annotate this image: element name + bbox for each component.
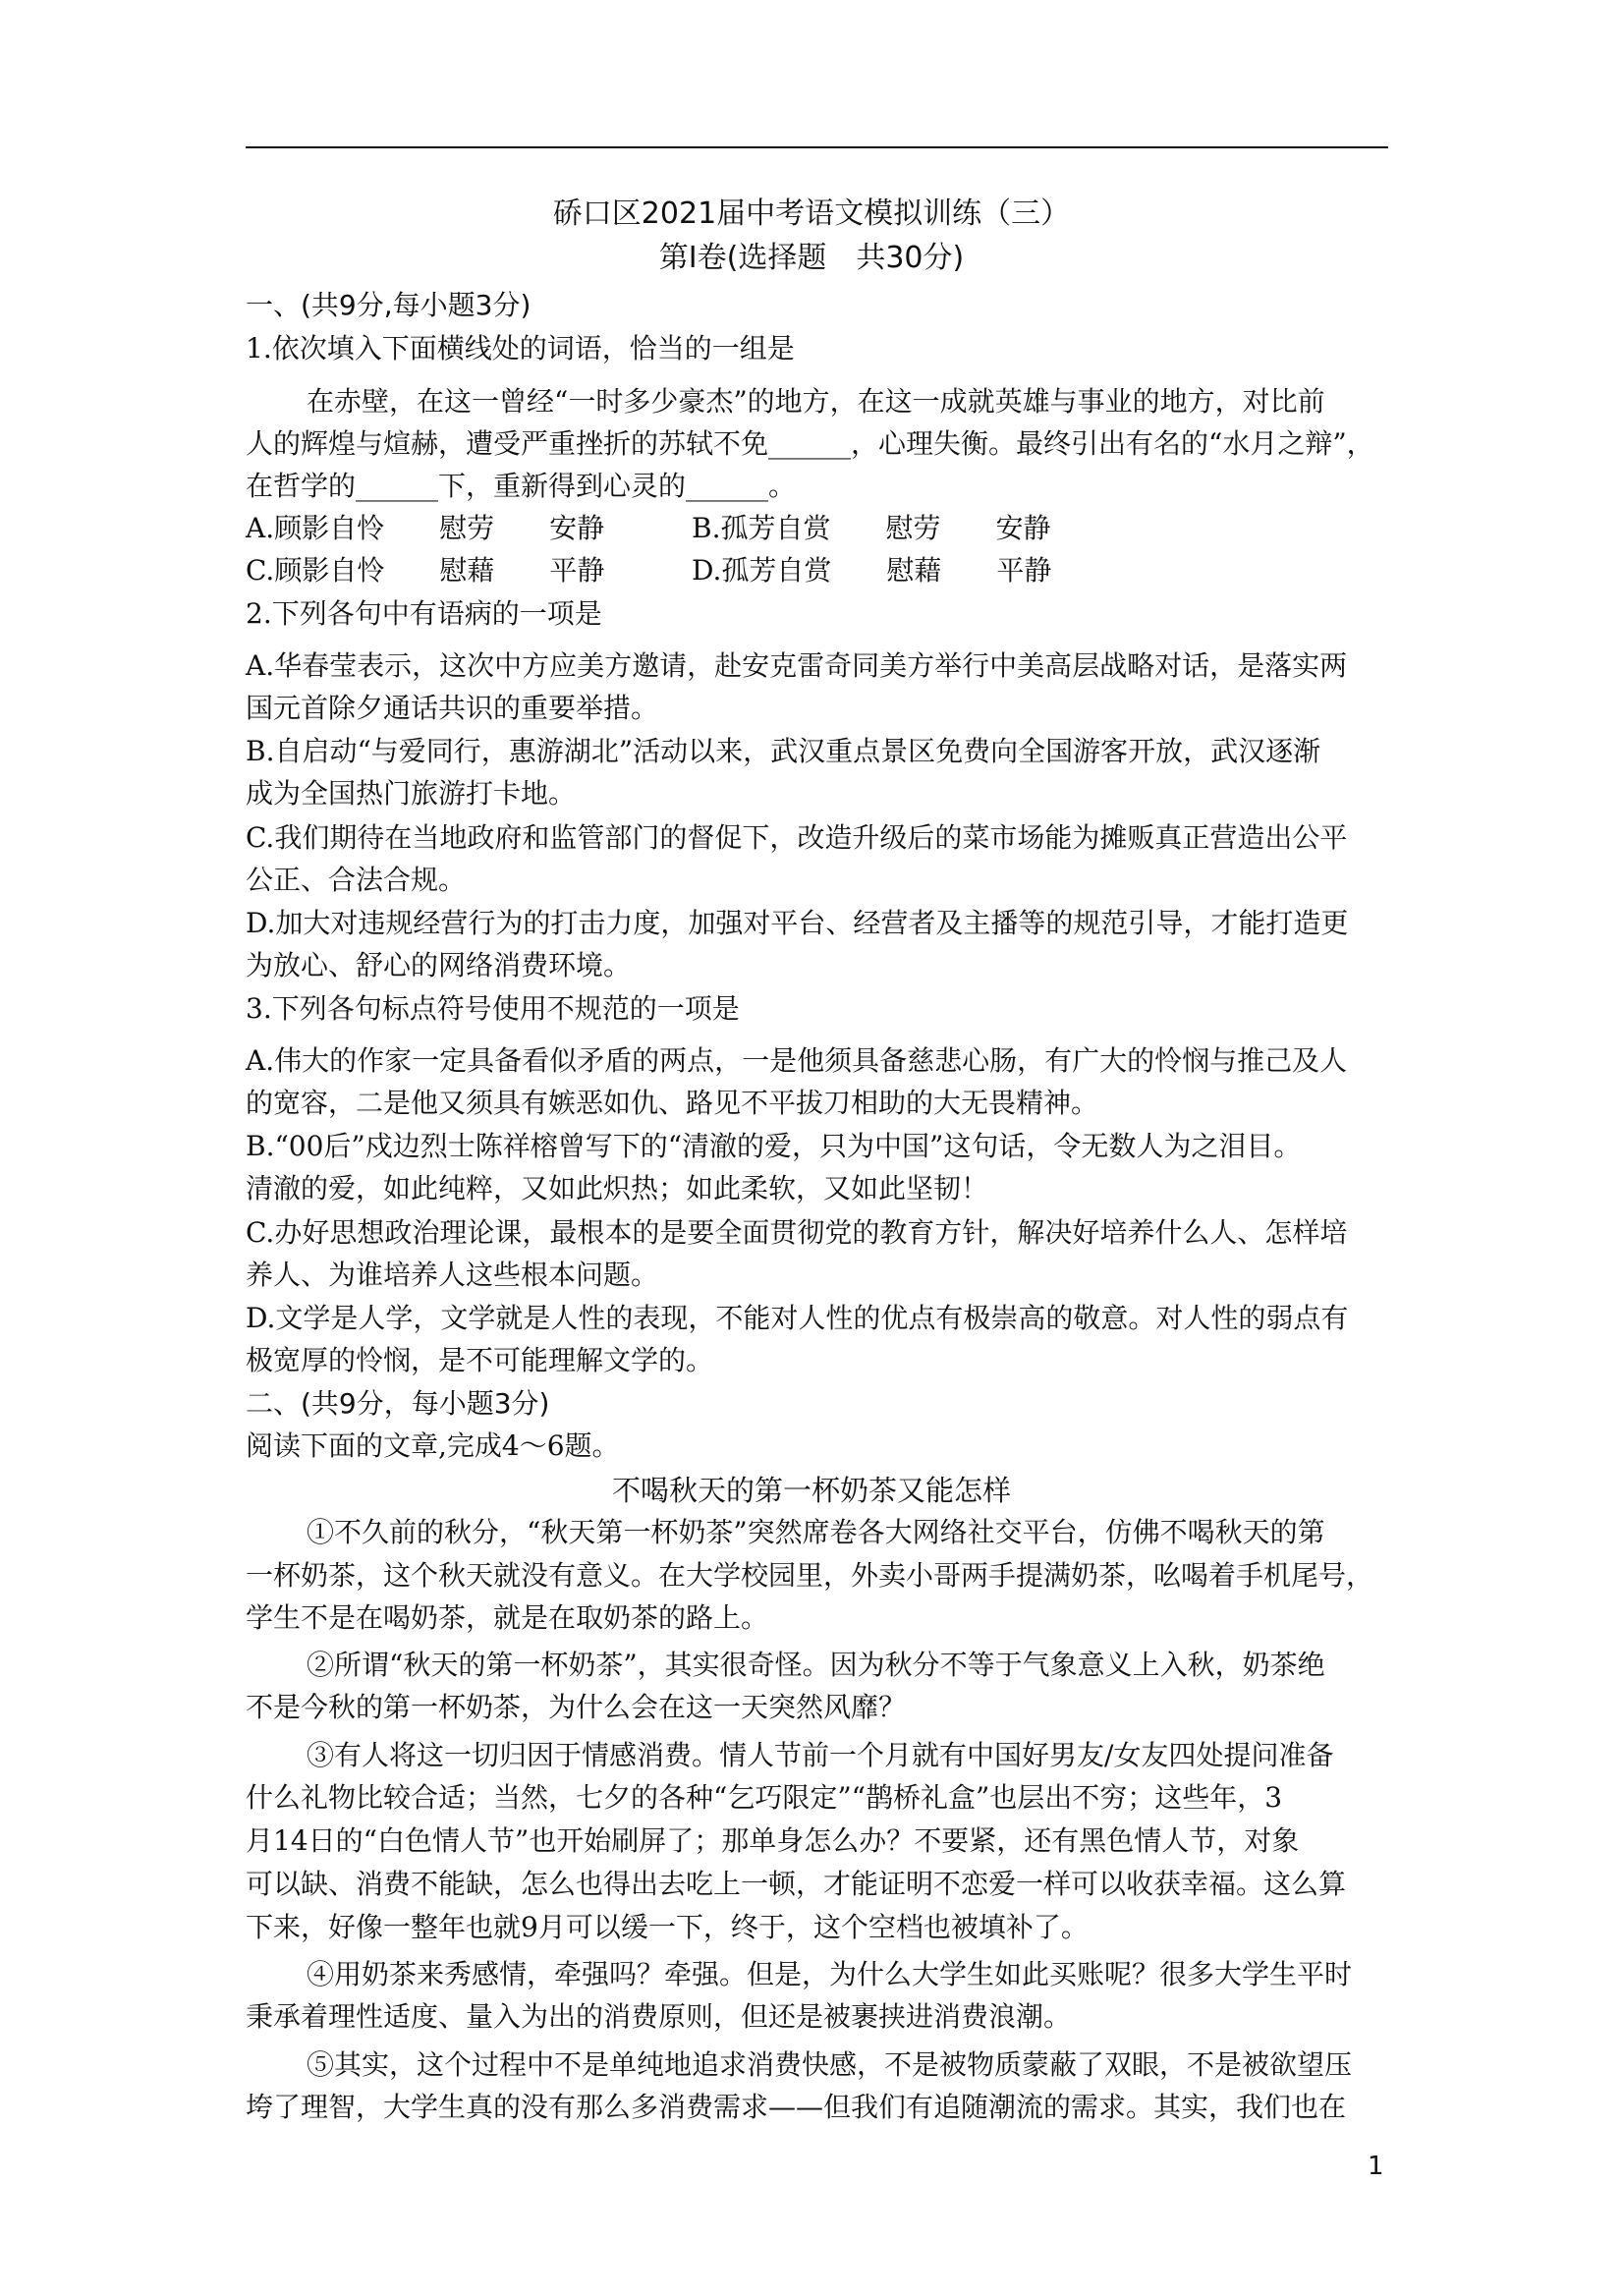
article-paragraph-line: 下来，好像一整年也就9月可以缓一下，终于，这个空档也被填补了。 — [246, 1911, 1089, 1943]
question-2-line: 公正、合法合规。 — [246, 864, 467, 896]
question-2-line: A.华春莹表示，这次中方应美方邀请，赴安克雷奇同美方举行中美高层战略对话，是落实两 — [246, 649, 1348, 682]
exam-subtitle: 第Ⅰ卷(选择题 共30分) — [658, 241, 965, 275]
question-1-passage-line: 在赤壁，在这一曾经“一时多少豪杰”的地方，在这一成就英雄与事业的地方，对比前 — [307, 385, 1325, 418]
article-paragraph-line: 什么礼物比较合适；当然，七夕的各种“乞巧限定”“鹊桥礼盒”也层出不穷；这些年，3 — [246, 1781, 1283, 1814]
question-3-stem: 3.下列各句标点符号使用不规范的一项是 — [246, 992, 740, 1025]
article-paragraph-line: ④用奶茶来秀感情，牵强吗？牵强。但是，为什么大学生如此买账呢？很多大学生平时 — [307, 1958, 1353, 1990]
question-1-option-a: A.顾影自怜 慰劳 安静 — [246, 512, 605, 544]
question-1-passage-line: 人的辉煌与煊赫，遭受严重挫折的苏轼不免______，心理失衡。最终引出有名的“水月之辩”， — [246, 427, 1374, 460]
question-3-line: 极宽厚的怜悯，是不可能理解文学的。 — [246, 1344, 714, 1376]
section-2-instruction: 阅读下面的文章,完成4～6题。 — [246, 1429, 620, 1462]
question-2-line: C.我们期待在当地政府和监管部门的督促下，改造升级后的菜市场能为摊贩真正营造出公平 — [246, 821, 1348, 854]
question-2-line: 国元首除夕通话共识的重要举措。 — [246, 692, 659, 724]
article-paragraph-line: 可以缺、消费不能缺，怎么也得出去吃上一顿，才能证明不恋爱一样可以收获幸福。这么算 — [246, 1868, 1347, 1900]
question-1-passage-line: 在哲学的______下，重新得到心灵的______。 — [246, 470, 797, 502]
question-1-option-d: D.孤芳自赏 慰藉 平静 — [692, 554, 1052, 587]
article-paragraph-line: 学生不是在喝奶茶，就是在取奶茶的路上。 — [246, 1601, 769, 1634]
article-paragraph-line: ③有人将这一切归因于情感消费。情人节前一个月就有中国好男友/女友四处提问准备 — [307, 1739, 1334, 1771]
question-1-option-b: B.孤芳自赏 慰劳 安静 — [692, 512, 1051, 544]
article-paragraph-line: 垮了理智，大学生真的没有那么多消费需求——但我们有追随潮流的需求。其实，我们也在 — [246, 2091, 1347, 2123]
article-paragraph-line: ⑤其实，这个过程中不是单纯地追求消费快感，不是被物质蒙蔽了双眼，不是被欲望压 — [307, 2048, 1353, 2081]
page-number: 1 — [1368, 2152, 1384, 2181]
question-3-line: D.文学是人学，文学就是人性的表现，不能对人性的优点有极崇高的敬意。对人性的弱点有 — [246, 1302, 1349, 1334]
question-3-line: B.“00后”戍边烈士陈祥榕曾写下的“清澈的爱，只为中国”这句话，令无数人为之泪目。 — [246, 1130, 1302, 1162]
article-paragraph-line: 不是今秋的第一杯奶茶，为什么会在这一天突然风靡？ — [246, 1691, 907, 1723]
article-paragraph-line: 秉承着理性适度、量入为出的消费原则，但还是被裹挟进消费浪潮。 — [246, 2000, 1072, 2033]
article-paragraph-line: 月14日的“白色情人节”也开始刷屏了；那单身怎么办？不要紧，还有黑色情人节，对象 — [246, 1824, 1300, 1857]
question-3-line: 养人、为谁培养人这些根本问题。 — [246, 1259, 659, 1291]
question-2-line: 为放心、舒心的网络消费环境。 — [246, 949, 632, 981]
exam-title: 硚口区2021届中考语文模拟训练（三） — [552, 196, 1071, 231]
question-2-stem: 2.下列各句中有语病的一项是 — [246, 597, 602, 630]
article-title: 不喝秋天的第一杯奶茶又能怎样 — [611, 1474, 1011, 1507]
question-3-line: 的宽容，二是他又须具有嫉恶如仇、路见不平拔刀相助的大无畏精神。 — [246, 1087, 1099, 1119]
question-2-line: 成为全国热门旅游打卡地。 — [246, 777, 577, 810]
question-1-stem: 1.依次填入下面横线处的词语，恰当的一组是 — [246, 332, 795, 364]
article-paragraph-line: ①不久前的秋分，“秋天第一杯奶茶”突然席卷各大网络社交平台，仿佛不喝秋天的第 — [307, 1516, 1325, 1548]
header-rule — [246, 146, 1388, 148]
question-3-line: 清澈的爱，如此纯粹，又如此炽热；如此柔软，又如此坚韧！ — [246, 1172, 989, 1204]
question-1-option-c: C.顾影自怜 慰藉 平静 — [246, 554, 605, 587]
article-paragraph-line: ②所谓“秋天的第一杯奶茶”，其实很奇怪。因为秋分不等于气象意义上入秋，奶茶绝 — [307, 1649, 1325, 1681]
article-paragraph-line: 一杯奶茶，这个秋天就没有意义。在大学校园里，外卖小哥两手提满奶茶，吆喝着手机尾号， — [246, 1559, 1374, 1592]
section-2-heading: 二、(共9分，每小题3分) — [246, 1387, 550, 1420]
question-3-line: A.伟大的作家一定具备看似矛盾的两点，一是他须具备慈悲心肠，有广大的怜悯与推己及人 — [246, 1044, 1348, 1077]
question-2-line: B.自启动“与爱同行，惠游湖北”活动以来，武汉重点景区免费向全国游客开放，武汉逐渐 — [246, 735, 1321, 767]
question-2-line: D.加大对违规经营行为的打击力度，加强对平台、经营者及主播等的规范引导，才能打造更 — [246, 907, 1349, 939]
question-3-line: C.办好思想政治理论课，最根本的是要全面贯彻党的教育方针，解决好培养什么人、怎样培 — [246, 1216, 1348, 1249]
section-1-heading: 一、(共9分,每小题3分) — [246, 289, 532, 321]
